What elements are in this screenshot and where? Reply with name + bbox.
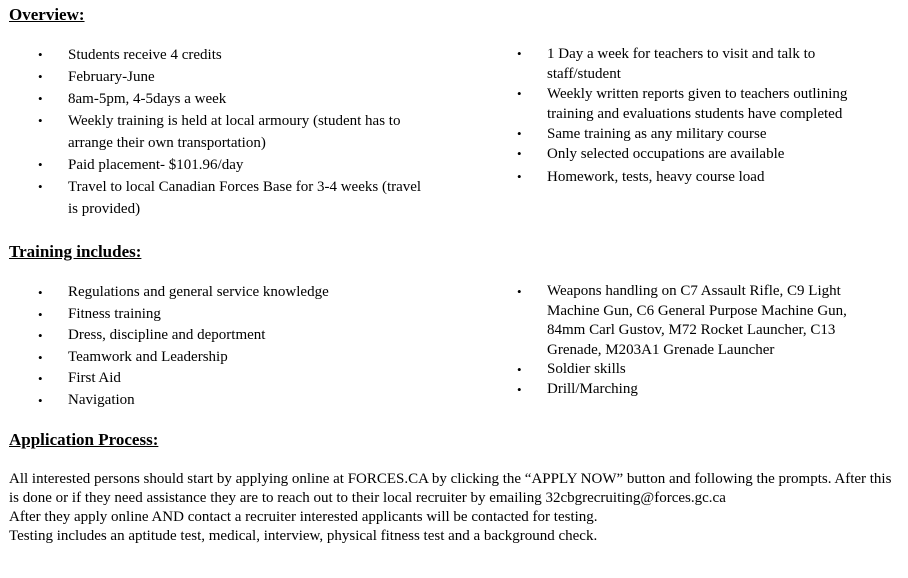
training-heading: Training includes:	[9, 242, 142, 261]
overview-right-list	[518, 44, 893, 187]
list-item: • Weekly training is held at local armoury (student has to arrange their own transportation)	[39, 110, 434, 154]
list-item: • Students receive 4 credits	[39, 44, 434, 66]
list-item: • Homework, tests, heavy course load	[518, 167, 893, 187]
list-item: • Weekly written reports given to teachers outlining training and evaluations students have completed	[518, 84, 893, 124]
list-item: • Navigation	[39, 390, 434, 412]
list-item: • Weapons handling on C7 Assault Rifle, C9 Light Machine Gun, C6 General Purpose Machine Gun, 84mm Carl Gustov, M72 Rocket Launcher, C13 Grenade, M203A1 Grenade Launcher	[518, 282, 888, 360]
list-item: • Fitness training	[39, 304, 434, 326]
list-item: • Only selected occupations are available	[518, 144, 893, 164]
list-item: • Dress, discipline and deportment	[39, 325, 434, 347]
list-item: • Paid placement- $101.96/day	[39, 154, 434, 176]
application-heading: Application Process:	[9, 430, 159, 449]
list-item: • Same training as any military course	[518, 124, 893, 144]
list-item: • 1 Day a week for teachers to visit and talk to staff/student	[518, 44, 857, 84]
overview-left-list	[39, 44, 434, 220]
training-left-list	[39, 282, 434, 411]
list-item: • First Aid	[39, 368, 434, 390]
application-paragraph: After they apply online AND contact a recruiter interested applicants will be contacted for testing.	[9, 509, 598, 525]
list-item: • Regulations and general service knowledge	[39, 282, 434, 304]
list-item: • Teamwork and Leadership	[39, 347, 434, 369]
list-item: • 8am-5pm, 4-5days a week	[39, 88, 434, 110]
training-right-list	[518, 282, 888, 399]
application-paragraph: All interested persons should start by applying online at FORCES.CA by clicking the “APPLY NOW” button and following the prompts. After this is done or if they need assistance they are to reach out to their local recruiter by emailing 32cbgrecruiting@forces.gc.ca	[9, 471, 892, 506]
list-item: • Drill/Marching	[518, 380, 888, 400]
list-item: • Travel to local Canadian Forces Base for 3-4 weeks (travel is provided)	[39, 176, 434, 220]
application-paragraph: Testing includes an aptitude test, medical, interview, physical fitness test and a background check.	[9, 528, 598, 544]
list-item: • Soldier skills	[518, 360, 888, 380]
application-body	[9, 470, 899, 546]
overview-heading: Overview:	[9, 5, 85, 24]
list-item: • February-June	[39, 66, 434, 88]
